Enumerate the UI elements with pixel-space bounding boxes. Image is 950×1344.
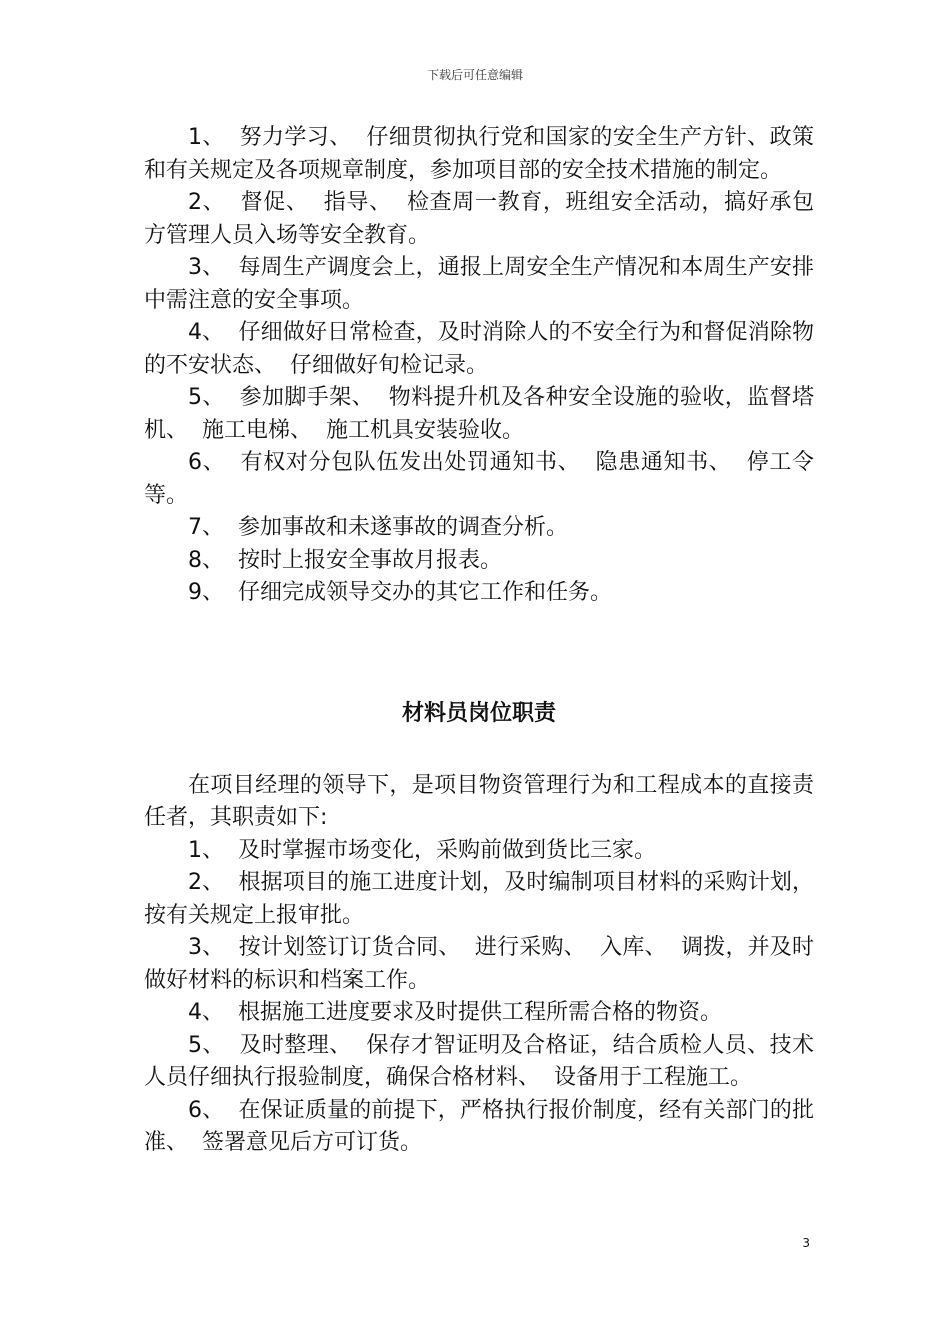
list-item: 3、 每周生产调度会上，通报上周安全生产情况和本周生产安排中需注意的安全事项。 (144, 255, 814, 313)
list-item: 8、 按时上报安全事故月报表。 (188, 547, 502, 573)
section-intro: 在项目经理的领导下，是项目物资管理行为和工程成本的直接责任者，其职责如下: (144, 772, 814, 830)
list-item: 6、 有权对分包队伍发出处罚通知书、 隐患通知书、 停工令等。 (144, 450, 814, 508)
document-body (144, 122, 814, 1160)
list-item: 9、 仔细完成领导交办的其它工作和任务。 (188, 580, 612, 605)
list-item: 4、 根据施工进度要求及时提供工程所需合格的物资。 (188, 1000, 722, 1025)
page-header: 下载后可任意编辑 (426, 68, 523, 82)
list-item: 2、 督促、 指导、 检查周一教育，班组安全活动，搞好承包方管理人员入场等安全教育。 (144, 190, 814, 248)
list-item: 5、 及时整理、 保存才智证明及合格证，结合质检人员、技术人员仔细执行报验制度，确保合格材料、 设备用于工程施工。 (144, 1032, 814, 1090)
heading-spacer (144, 730, 814, 770)
list-item: 4、 仔细做好日常检查，及时消除人的不安全行为和督促消除物的不安状态、 仔细做好旬检记录。 (144, 320, 814, 378)
page-number: 3 (802, 1236, 810, 1250)
list-item: 7、 参加事故和未遂事故的调查分析。 (188, 515, 568, 540)
list-item: 1、 努力学习、 仔细贯彻执行党和国家的安全生产方针、政策和有关规定及各项规章制度，参加项目部的安全技术措施的制定。 (144, 125, 814, 183)
list-item: 2、 根据项目的施工进度计划，及时编制项目材料的采购计划，按有关规定上报审批。 (144, 870, 814, 928)
section-spacer (144, 610, 814, 698)
list-item: 5、 参加脚手架、 物料提升机及各种安全设施的验收，监督塔机、 施工电梯、 施工机具安装验收。 (144, 385, 814, 443)
list-item: 3、 按计划签订订货合同、 进行采购、 入库、 调拨，并及时做好材料的标识和档案工作。 (144, 935, 814, 993)
section-title: 材料员岗位职责 (401, 700, 556, 726)
list-item: 6、 在保证质量的前提下，严格执行报价制度，经有关部门的批准、 签署意见后方可订货。 (144, 1097, 814, 1155)
list-item: 1、 及时掌握市场变化，采购前做到货比三家。 (188, 837, 656, 863)
